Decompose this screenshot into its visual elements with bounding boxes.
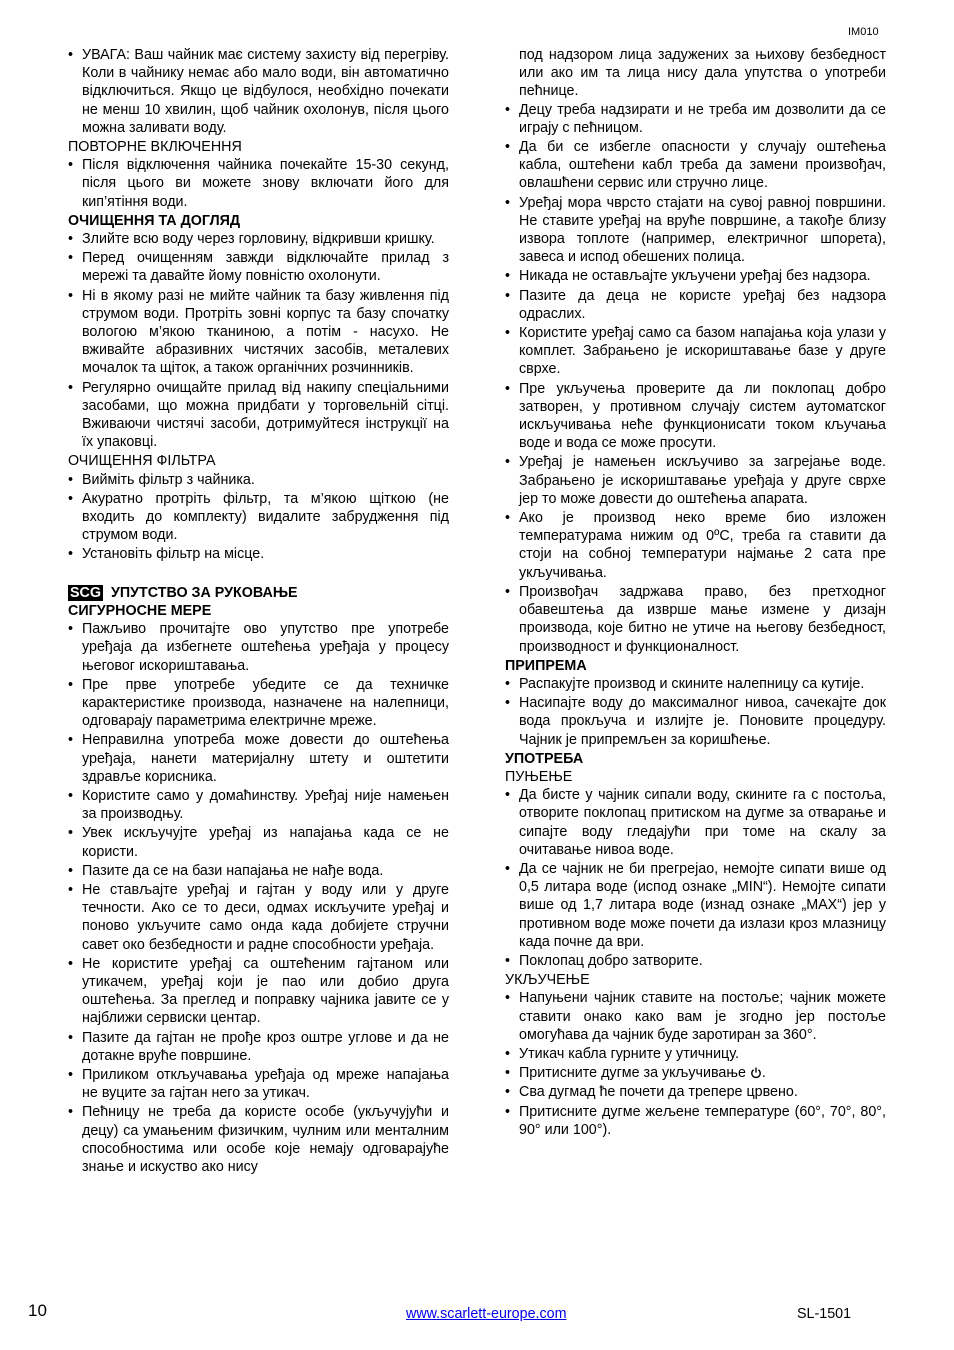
list-item: • Притисните дугме жељене температуре (60°, 70°, 80°, 90° или 100°). — [505, 1103, 886, 1139]
list-item: • Ні в якому разі не мийте чайник та базу живлення під струмом води. Протріть зовні корпус та базу спочатку вологою м’якою тканиною, а потім - насухо. Не вживайте абразивних чистячих засобів, металевих мочалок та щіток, а також органічних розчинників. — [68, 287, 449, 378]
cleaning-list — [68, 230, 449, 451]
list-item: • Децу треба надзирати и не треба им дозволити да се играју с пећницом. — [505, 101, 886, 137]
list-item: • Уређај је намењен искључиво за загрејање воде. Забрањено је искориштавање уређаја у друге сврхе јер то може довести до оштећења апарата. — [505, 453, 886, 508]
list-item: • Неправилна употреба може довести до оштећења уређаја, нанети материјалну штету и оштетити здравље корисника. — [68, 731, 449, 786]
list-item: • Произвођач задржава право, без претходног обавештења да изврше мање измене у дизајн производа, које битно не утиче на његову безбедност, производност и функционалност. — [505, 583, 886, 656]
list-item: • Вийміть фільтр з чайника. — [68, 471, 449, 489]
section-gap — [68, 565, 449, 584]
section-heading-safety: СИГУРНОСНЕ МЕРЕ — [68, 602, 212, 619]
list-item — [505, 1064, 886, 1082]
section-heading-reactivation: ПОВТОРНЕ ВКЛЮЧЕННЯ — [68, 139, 242, 156]
section-heading-filling: ПУЊЕЊЕ — [505, 768, 573, 785]
right-column — [505, 46, 886, 1140]
intro-list — [68, 46, 449, 137]
website-link[interactable]: www.scarlett-europe.com — [406, 1306, 567, 1322]
list-item: • Утикач кабла гурните у утичницу. — [505, 1045, 886, 1063]
language-badge: SCG — [70, 584, 101, 601]
list-item: • Сва дугмад ће почети да трепере црвено. — [505, 1083, 886, 1101]
list-item: • Пазите да гајтан не прође кроз оштре углове и да не дотакне вруће површине. — [68, 1029, 449, 1065]
section-heading-preparation: ПРИПРЕМА — [505, 657, 587, 674]
list-item: • Акуратно протріть фільтр, та м’якою щіткою (не входить до комплекту) видалите забрудження під струмом води. — [68, 490, 449, 545]
list-item: • Увек искључујте уређај из напајања када се не користи. — [68, 824, 449, 860]
list-item: • Распакујте производ и скините налепницу са кутије. — [505, 675, 886, 693]
safety-list — [68, 620, 449, 1176]
section-heading-cleaning: ОЧИЩЕННЯ ТА ДОГЛЯД — [68, 212, 241, 229]
list-item: • Уређај мора чврсто стајати на сувој равној површини. Не ставите уређај на вруће површине, а такође близу извора топлоте (например, електричног шпорета), завеса и испод обешених полица. — [505, 194, 886, 267]
list-item: • Ако је производ неко време био изложен температурама нижим од 0ºC, треба га ставити да стоји на собној температури најмање 2 сата пре укључивања. — [505, 509, 886, 582]
list-item: • Пажљиво прочитајте ово упутство пре употребе уређаја да избегнете оштећења уређаја у процесу његовог искориштавања. — [68, 620, 449, 675]
page-footer — [0, 1302, 954, 1324]
list-item: • Перед очищенням завжди відключайте прилад з мережі та давайте йому повністю охолонути. — [68, 249, 449, 285]
list-item: • Приликом откључавања уређаја од мреже напајања не вуците за гајтан него за утикач. — [68, 1066, 449, 1102]
section-heading-usage: УПОТРЕБА — [505, 750, 584, 767]
language-section-title — [68, 584, 449, 602]
section-heading-filter: ОЧИЩЕННЯ ФІЛЬТРА — [68, 453, 216, 470]
list-item: • Злийте всю воду через горловину, відкривши кришку. — [68, 230, 449, 248]
list-item: • Пазите да деца не користе уређај без надзора одраслих. — [505, 287, 886, 323]
list-item: • Пре укључења проверите да ли поклопац добро затворен, у противном случају систем аутоматског искључивања неће функционисати током кључања воде и вода се може просути. — [505, 380, 886, 453]
preparation-list — [505, 675, 886, 749]
list-item: • Пре прве употребе убедите се да техничке карактеристике производа, назначене на налепници, одговарају параметрима електричне мреже. — [68, 676, 449, 731]
list-item: • Пећницу не треба да користе особе (укључујући и децу) са умањеним физичким, чулним или менталним способностима или особе које немају одговарајуће знање и искуство ако нису — [68, 1103, 449, 1176]
manual-title: УПУТСТВО ЗА РУКОВАЊЕ — [110, 584, 298, 601]
power-item-text: Притисните дугме за укључивање — [519, 1065, 746, 1082]
list-item: • Никада не остављајте укључени уређај без надзора. — [505, 267, 886, 285]
filling-list — [505, 786, 886, 970]
page-number: 10 — [28, 1301, 47, 1320]
model-code: IM010 — [848, 26, 879, 38]
list-item: • Насипајте воду до максималног нивоа, сачекајте док вода прокључа и излијте је. Поновите процедуру. Чајник је припремљен за коришћење. — [505, 694, 886, 749]
list-item: • Да бисте у чајник сипали воду, скините га с постоља, отворите поклопац притиском на дугме за отварање и сипајте воду гледајући при томе на скалу за очитавање нивоа воде. — [505, 786, 886, 859]
section-heading-switching-on: УКЉУЧЕЊЕ — [505, 972, 590, 989]
list-item: • Пазите да се на бази напајања не нађе вода. — [68, 862, 449, 880]
power-item-suffix: . — [761, 1065, 766, 1082]
reactivation-list — [68, 156, 449, 211]
safety-list-continued — [505, 101, 886, 656]
left-column — [68, 46, 449, 1177]
power-icon — [750, 1067, 762, 1079]
model-number: SL-1501 — [797, 1306, 852, 1322]
filter-list — [68, 471, 449, 564]
list-item: • Поклопац добро затворите. — [505, 952, 886, 970]
list-item: • Да би се избегле опасности у случају оштећења кабла, оштећени кабл треба да замени произвођач, овлашћени сервис или стручно лице. — [505, 138, 886, 193]
continued-paragraph: под надзором лица задужених за њихову безбедност или ако им та лица нису дала упутства о употреби пећнице. — [519, 47, 886, 100]
list-item: • Користите уређај само са базом напајања која улази у комплет. Забрањено је искориштавање базе у друге сврхе. — [505, 324, 886, 379]
list-item: • Да се чајник не би прегрејао, немојте сипати више од 0,5 литара воде (испод ознаке „MIN“). Немојте сипати више од 1,7 литара воде (изнад ознаке „MAX“) јер у противном воде може почети да излази кроз млазницу када почне да ври. — [505, 860, 886, 951]
list-item: • Користите само у домаћинству. Уређај није намењен за производњу. — [68, 787, 449, 823]
list-item: • Регулярно очищайте прилад від накипу спеціальними засобами, що можна придбати у торговельній сітці. Вживаючи чистячі засоби, дотримуйтеся інструкції на їх упаковці. — [68, 379, 449, 452]
list-item: • Не стављајте уређај и гајтан у воду или у друге течности. Ако се то деси, одмах искључите уређај и поново укључите само онда када добијете стручни савет око безбедности и радне способности уређаја. — [68, 881, 449, 954]
switching-list — [505, 989, 886, 1139]
list-item: • Установіть фільтр на місце. — [68, 545, 449, 563]
list-item: • Напуњени чајник ставите на постоље; чајник можете ставити онако како вам је згодно јер постоље омогућава да чајник буде заротиран за 360°. — [505, 989, 886, 1044]
list-item: • Не користите уређај са оштећеним гајтаном или утикачем, уређај који је пао или добио друга оштећења. За преглед и поправку чајника јавите се у најближи сервиски центар. — [68, 955, 449, 1028]
list-item: • УВАГА: Ваш чайник має систему захисту від перегріву. Коли в чайнику немає або мало води, він автоматично відключиться. Якщо це відбулося, необхідно почекати не менш 10 хвилин, щоб чайник охолонув, після цього можна заливати воду. — [68, 46, 449, 137]
list-item: • Після відключення чайника почекайте 15-30 секунд, після цього ви можете знову включати його для кип’ятіння води. — [68, 156, 449, 211]
